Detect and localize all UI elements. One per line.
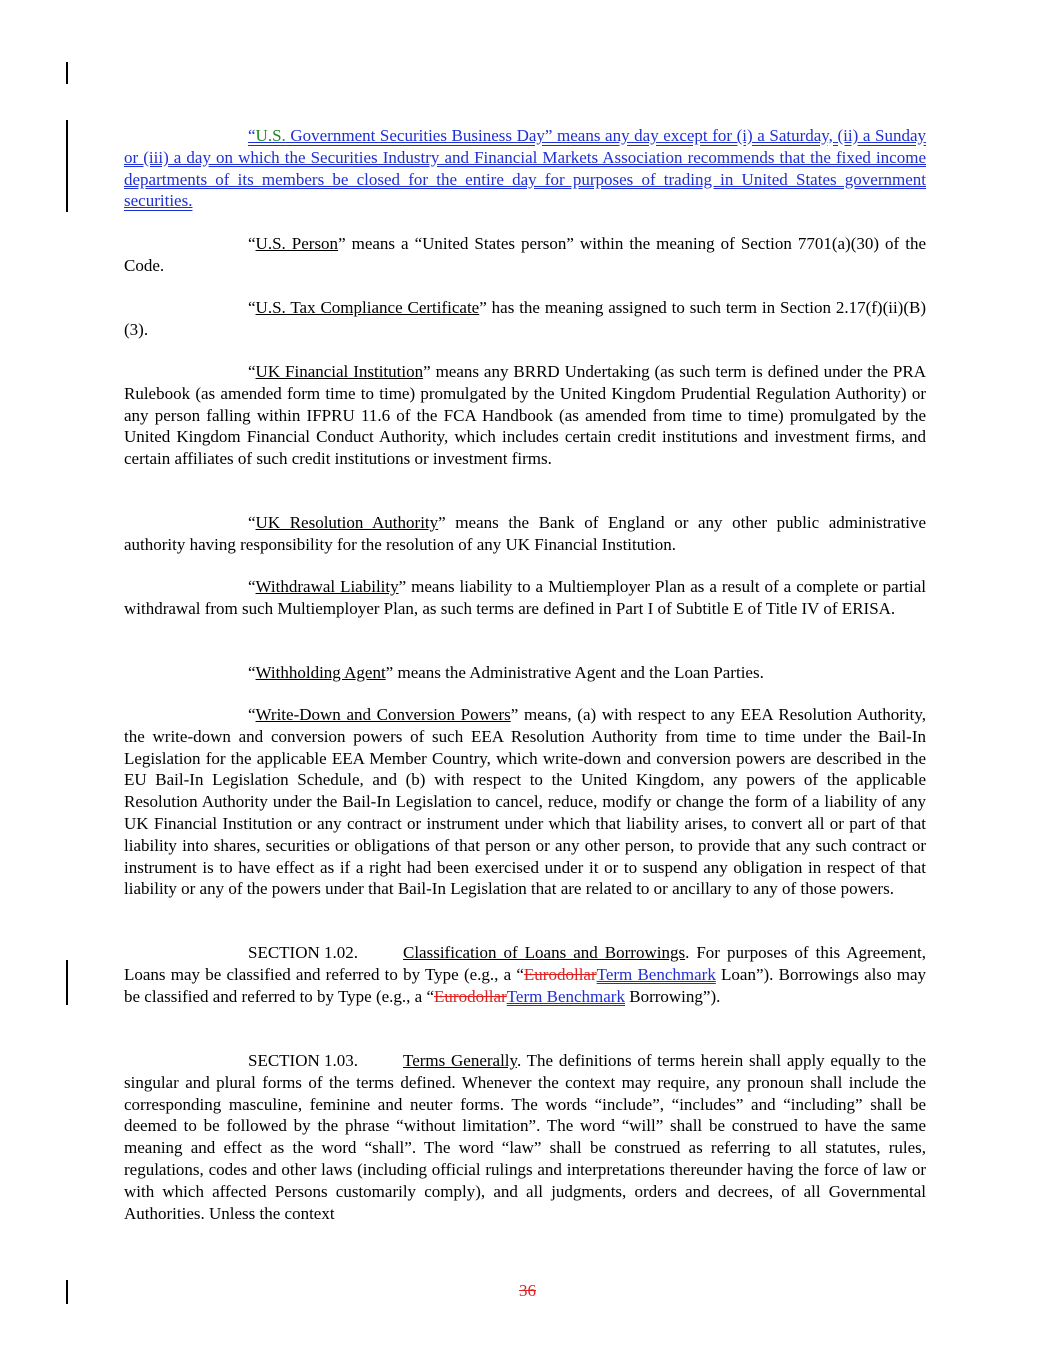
- section-title: Classification of Loans and Borrowings: [403, 943, 686, 962]
- definition-text: ” has the meaning assigned to such term in Section 2.17(f)(ii)(B)(3).: [124, 298, 926, 339]
- definition-withholding-agent: “Withholding Agent” means the Administrative Agent and the Loan Parties.: [248, 663, 764, 682]
- defined-term: Withholding Agent: [255, 663, 386, 682]
- definition-uk-resolution-authority: “UK Resolution Authority” means the Bank of England or any other public administrative authority having responsibility for the resolution of any UK Financial Institution.: [124, 513, 926, 554]
- definition-text: ” means the Administrative Agent and the Loan Parties.: [385, 663, 764, 682]
- definition-text: ” means any BRRD Undertaking (as such term is defined under the PRA Rulebook (as amended form time to time) promulgated by the United Kingdom Prudential Regulation Authority) or any person falling within IFPRU 11.6 of the FCA Handbook (as amended from time to time) promulgated by the United Kingdom Financial Conduct Authority, which includes certain credit institutions and investment firms, and certain affiliates of such credit institutions or investment firms.: [124, 362, 926, 469]
- defined-term: UK Financial Institution: [255, 362, 424, 381]
- defined-term: U.S. Tax Compliance Certificate: [255, 298, 480, 317]
- section-number: SECTION 1.02.: [248, 943, 359, 962]
- defined-term: UK Resolution Authority: [255, 513, 439, 532]
- inserted-text: Term Benchmark: [596, 964, 716, 984]
- definition-text: ” means a “United States person” within the meaning of Section 7701(a)(30) of the Code.: [124, 234, 926, 275]
- definition-text: ” means the Bank of England or any other public administrative authority having responsibility for the resolution of any UK Financial Institution.: [124, 513, 926, 554]
- defined-term: Withdrawal Liability: [255, 577, 399, 596]
- section-title: Terms Generally: [403, 1051, 517, 1070]
- definition-withdrawal-liability: “Withdrawal Liability” means liability to a Multiemployer Plan as a result of a complete or partial withdrawal from such Multiemployer Plan, as such terms are defined in Part I of Subtitle E of Title IV of ERISA.: [124, 577, 927, 618]
- inserted-text: Government Securities Business Day” means any day except for (i) a Saturday, (ii) a Sunday or (iii) a day on which the Securities Industry and Financial Markets Association recommends that the fixed income departments of its members be closed for the entire day for purposes of trading in United States government securities.: [124, 126, 926, 211]
- inserted-text: Term Benchmark: [506, 986, 625, 1006]
- definition-write-down-and-conversion-powers: “Write-Down and Conversion Powers” means, (a) with respect to any EEA Resolution Authority, the write-down and conversion powers of such EEA Resolution Authority from time to time under the Bail-In Legislation for the applicable EEA Member Country, which write-down and conversion powers are described in the EU Bail-In Legislation Schedule, and (b) with respect to the United Kingdom, any powers of the applicable Resolution Authority under the Bail-In Legislation to cancel, reduce, modify or change the form of a liability of any UK Financial Institution or any contract or instrument under which that liability arises, to convert all or part of that liability into shares, securities or obligations of that person or any other person, to provide that any such contract or instrument is to have effect as if a right had been exercised under it or to suspend any obligation in respect of that liability or any of the powers under that Bail-In Legislation that are related to or ancillary to any of those powers.: [124, 705, 926, 899]
- deleted-text: Eurodollar: [434, 986, 507, 1006]
- definition-us-person: “U.S. Person” means a “United States person” within the meaning of Section 7701(a)(30) of the Code.: [124, 234, 926, 275]
- section-text: . The definitions of terms herein shall apply equally to the singular and plural forms of the terms defined. Whenever the context may require, any pronoun shall include the corresponding masculine, feminine and neuter forms. The words “include”, “includes” and “including” shall be deemed to be followed by the phrase “without limitation”. The word “will” shall be construed to have the same meaning and effect as the word “shall”. The word “law” shall be construed as referring to all statutes, rules, regulations, codes and other laws (including official rulings and interpretations thereunder having the force of law or with which affected Persons customarily comply), and all judgments, orders and decrees, of all Governmental Authorities. Unless the context: [124, 1051, 926, 1223]
- section-number: SECTION 1.03.: [248, 1051, 359, 1070]
- definition-us-tax-compliance-certificate: “U.S. Tax Compliance Certificate” has the meaning assigned to such term in Section 2.17(f)(ii)(B)(3).: [124, 298, 926, 339]
- definition-uk-financial-institution: “UK Financial Institution” means any BRRD Undertaking (as such term is defined under the PRA Rulebook (as amended form time to time) promulgated by the United Kingdom Prudential Regulation Authority) or any person falling within IFPRU 11.6 of the FCA Handbook (as amended from time to time) promulgated by the United Kingdom Financial Conduct Authority, which includes certain credit institutions and investment firms, and certain affiliates of such credit institutions or investment firms.: [124, 362, 926, 469]
- section-text: . For purposes of this Agreement, Loans may be classified and referred to by Type (e.g., a “: [124, 943, 927, 984]
- page-number: 36: [519, 1281, 536, 1300]
- change-bar: [66, 62, 68, 84]
- deleted-text: Eurodollar: [523, 964, 597, 984]
- definition-text: ” means, (a) with respect to any EEA Resolution Authority, the write-down and conversion powers of such EEA Resolution Authority from time to time under the Bail-In Legislation for the applicable EEA Member Country, which write-down and conversion powers are described in the EU Bail-In Legislation Schedule, and (b) with respect to the United Kingdom, any powers of the applicable Resolution Authority under the Bail-In Legislation to cancel, reduce, modify or change the form of a liability of any UK Financial Institution or any contract or instrument under which that liability arises, to convert all or part of that liability into shares, securities or obligations of that person or any other person, to provide that any such contract or instrument is to have effect as if a right had been exercised under it or to suspend any obligation in respect of that liability or any of the powers under that Bail-In Legislation that are related to or ancillary to any of those powers.: [124, 705, 926, 899]
- definition-us-government-securities-business-day: [124, 125, 926, 212]
- section-text: Borrowing”).: [624, 986, 721, 1006]
- section-1-03: [124, 1050, 926, 1224]
- definition-text: ” means liability to a Multiemployer Plan as a result of a complete or partial withdrawal from such Multiemployer Plan, as such terms are defined in Part I of Subtitle E of Title IV of ERISA.: [124, 577, 927, 618]
- section-text: Loan”). Borrowings also may be classified and referred to by Type (e.g., a “: [124, 964, 926, 1006]
- section-1-02: [124, 942, 926, 1007]
- change-bar: [66, 120, 68, 212]
- inserted-term-prefix: U.S.: [255, 126, 286, 145]
- defined-term: Write-Down and Conversion Powers: [255, 705, 511, 724]
- defined-term: U.S. Person: [255, 234, 339, 253]
- inserted-quote: “: [248, 126, 256, 145]
- change-bar: [66, 960, 68, 1005]
